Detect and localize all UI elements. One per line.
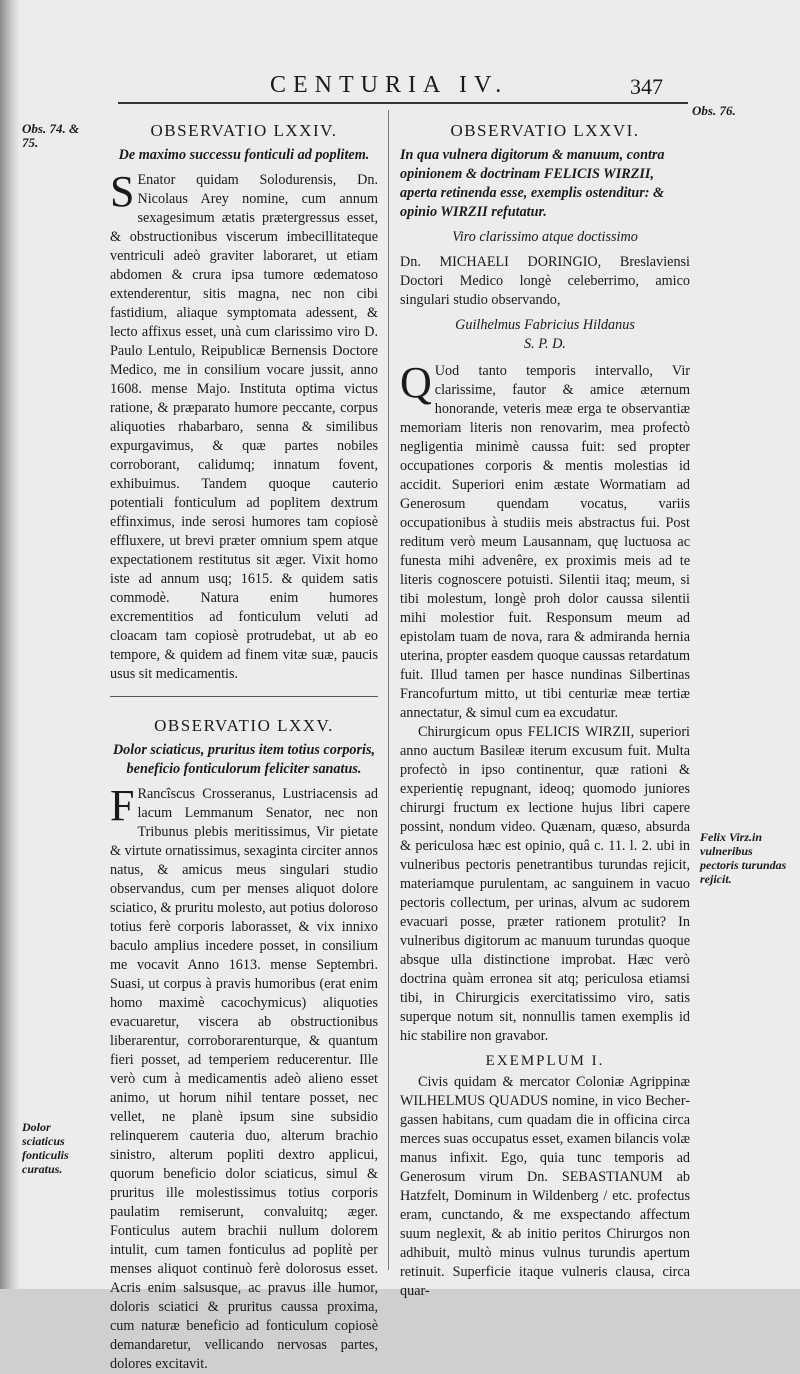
observation-76 <box>400 120 690 1301</box>
obs-76-body-2: Chirurgicum opus FELICIS WIRZII, superiori anno auctum Basileæ iterum excusum fuit. Multa profectò in ipso continentur, quæ rationi & experientię repugnant, ideoq; quomodo juniores chirurgi fructum ex lectione hujus libri capere possint, nondum video. Quænam, quæso, absurda & periculosa hæc est opinio, quâ c. 11. l. 2. ubi in vulneribus pectoris penetrantibus turundas rejicit, materiamque purulentam, ac sanguinem in vacuo pectoris collectum, per urinas, alvum ac sudorem evacuari posse, præter rationem protulit? In vulneribus digitorum ac manuum turundas quoque absque ulla distinctione improbat. Hæc verò doctrina quàm erronea sit atq; periculosa etiamsi tibi, in Chirurgicis exercitatissimo viro, satis superque notum sit, nonnullis tamen exemplis id hic stabilire non gravabor. <box>400 724 690 1044</box>
obs-76-body-3: Civis quidam & mercator Coloniæ Agrippinæ WILHELMUS QUADUS nomine, in vico Becher-gassen habitans, cum quadam die in officina circa merces suas occupatus esset, examen bilancis volæ manus infixit. Ego, quia tunc temporis ad Generosum virum Dn. SEBASTIANUM ab Hatzfelt, Dominum in Wildenberg / etc. profectus eram, cunctando, & me exspectando affectum suum neglexit, & ab initio peritos Chirurgos non adhibuit, multò minus vulnus turundis apertum retinuit. Superficie itaque vulneris clausa, circa quar- <box>400 1074 690 1299</box>
obs-75-subtitle: Dolor sciaticus, pruritus item totius corporis, beneficio fonticulorum feliciter sanatus. <box>112 742 376 777</box>
obs-75-title: OBSERVATIO LXXV. <box>154 716 334 735</box>
obs-74-title: OBSERVATIO LXXIV. <box>150 121 338 140</box>
obs-75-body <box>110 781 378 1374</box>
right-column <box>400 120 690 1301</box>
obs-76-title: OBSERVATIO LXXVI. <box>450 121 640 140</box>
obs-76-greeting: S. P. D. <box>524 336 566 352</box>
margin-note-felix-wirz: Felix Virz.in vulneribus pectoris turundas rejicit. <box>700 830 787 886</box>
obs-74-dropcap: S <box>110 167 135 216</box>
obs-76-address-line: Viro clarissimo atque doctissimo <box>452 229 638 245</box>
observation-74 <box>110 120 378 684</box>
header-rule <box>118 102 688 104</box>
column-divider <box>388 110 389 1270</box>
obs-76-dropcap: Q <box>400 358 432 407</box>
example-1-title: EXEMPLUM I. <box>485 1053 605 1069</box>
page-gutter-shadow <box>0 0 20 1289</box>
obs-76-body-1 <box>400 358 690 723</box>
obs-76-addressee: Dn. MICHAELI DORINGIO, Breslaviensi Doctori Medico longè celeberrimo, amico singulari studio observando, <box>400 254 690 308</box>
obs-76-subtitle: In qua vulnera digitorum & manuum, contra opinionem & doctrinam FELICIS WIRZII, aperta retinenda esse, exemplis ostenditur: & opinio WIRZII refutatur. <box>400 147 665 220</box>
obs-74-body <box>110 167 378 684</box>
running-head: CENTURIA IV. <box>270 72 509 98</box>
obs-75-dropcap: F <box>110 781 135 830</box>
margin-note-obs-74-75: Obs. 74. & 75. <box>22 121 80 150</box>
obs-76-text-1: Uod tanto temporis intervallo, Vir clarissime, fautor & amice æternum honorande, veteris meæ erga te observantiæ memoriam literis non renovarim, mea profectò negligentia minimè caussa fuit: sed propter occupationes corporis & mentis molestias id accidit. Superiori enim æstate Wormatiam ad Generosum quendam vocatus, variis occupationibus à studiis meis abstractus fui. Post reditum verò meum Lausannam, quę luctuosa ac funesta mihi advenêre, ex proximis meis ad te literis cognoscere potuisti. Silentii itaq; meum, si tibi molestum, longè proh dolor caussa silentii mihi molestior fuit. Responsum meum ad epistolam tuam de nova, rara & admiranda hernia uterina, propter easdem quoque caussas retardatum fuit. Illud tamen per hasce nundinas Silbertinas Francofurtum mitto, ut tibi centuriæ meæ tertiæ annectatur, & simul cum ea excudatur. <box>400 363 690 721</box>
obs-75-text: Rancîscus Crosseranus, Lustriacensis ad lacum Lemmanum Senator, nec non Tribunus plebis meritissimus, Vir pietate & virtute ornatissimus, sexaginta circiter annos natus, & amicus meus singulari studio observandus, cum per menses aliquot dolore sciatico, & pruritu molesto, aut potius doloroso totius ferè corporis laborasset, & vix innixo baculo amplius incedere posset, in consilium me vocavit Anno 1613. mense Septembri. Suasi, ut corpus à pravis humoribus (erat enim homo maximè cacochymicus) aliquoties evacuaretur, viscera ab obstructionibus liberarentur, corroborarenturque, & quantum fieri posset, ad temperiem reducerentur. Ille verò cum à medicamentis adeò alieno esset animo, ut horum nihil tentare posset, nec vellet, ne planè ipsum sine subsidio relinquerem cauteria duo, alterum brachio sinistro, alterum popliti dextro applicui, quorum beneficio dolor sciaticus, simul & pruritus ille molestissimus totius corporis paulatim remiserunt, convaluitq; æger. Fonticulus autem brachii nullum dolorem intulit, cum tamen fonticulus ad poplitè per menses aliquot continuò ferè dolorosus esset. Acris enim salsusque, ac pravus ille humor, doloris sciatici & pruritus caussa proxima, cum naturæ beneficio ad fonticulum copiosè demandaretur, vellicando nervosas partes, dolores excitavit. <box>110 786 378 1372</box>
section-separator <box>110 696 378 697</box>
page-number: 347 <box>630 74 663 99</box>
obs-74-text: Enator quidam Solodurensis, Dn. Nicolaus Arey nomine, cum annum sexagesimum ætatis prætergressus esset, & obstructionibus viscerum imbecillitateque ventriculi adeò graviter laboraret, ut etiam abdomen & crura ipsa tumore œdematoso extenderentur, sitis magna, nec non cibi fastidium, aliaque symptomata adessent, & lecto affixus esset, unà cum clarissimo viro D. Paulo Lentulo, Reipublicæ Bernensis Doctore Medico, me in consilium vocare jussit, anno 1608. mense Majo. Instituta optima victus ratione, & præparato humore peccante, corpus aliquoties rhabarbaro, senna & similibus expurgavimus, & quæ partes nobiles corroborant, calidumq; innatum fovent, exhibuimus. Tandem quoque cauterio potentiali fonticulum ad poplitem dextrum effinximus, inde serosi humores tam copiosè effluxere, ut brevi præter omnium spem atque expectationem restitutus sit æger. Vixit homo iste ad annum usq; 1615. & quidem satis commodè. Natura enim humores excrementitios ad fonticulum veluti ad cloacam tam copiosè protrudebat, ut ab eo tempore, & quidem ad finem vitæ suæ, paucis usus sit medicamentis. <box>110 172 378 682</box>
margin-note-obs-76: Obs. 76. <box>692 103 736 118</box>
observation-75 <box>110 715 378 1374</box>
margin-note-dolor-sciaticus: Dolor sciaticus fonticulis curatus. <box>22 1120 69 1176</box>
left-column <box>110 120 378 1374</box>
obs-74-subtitle: De maximo successu fonticuli ad poplitem. <box>118 147 370 163</box>
obs-76-sender: Guilhelmus Fabricius Hildanus <box>455 317 635 333</box>
